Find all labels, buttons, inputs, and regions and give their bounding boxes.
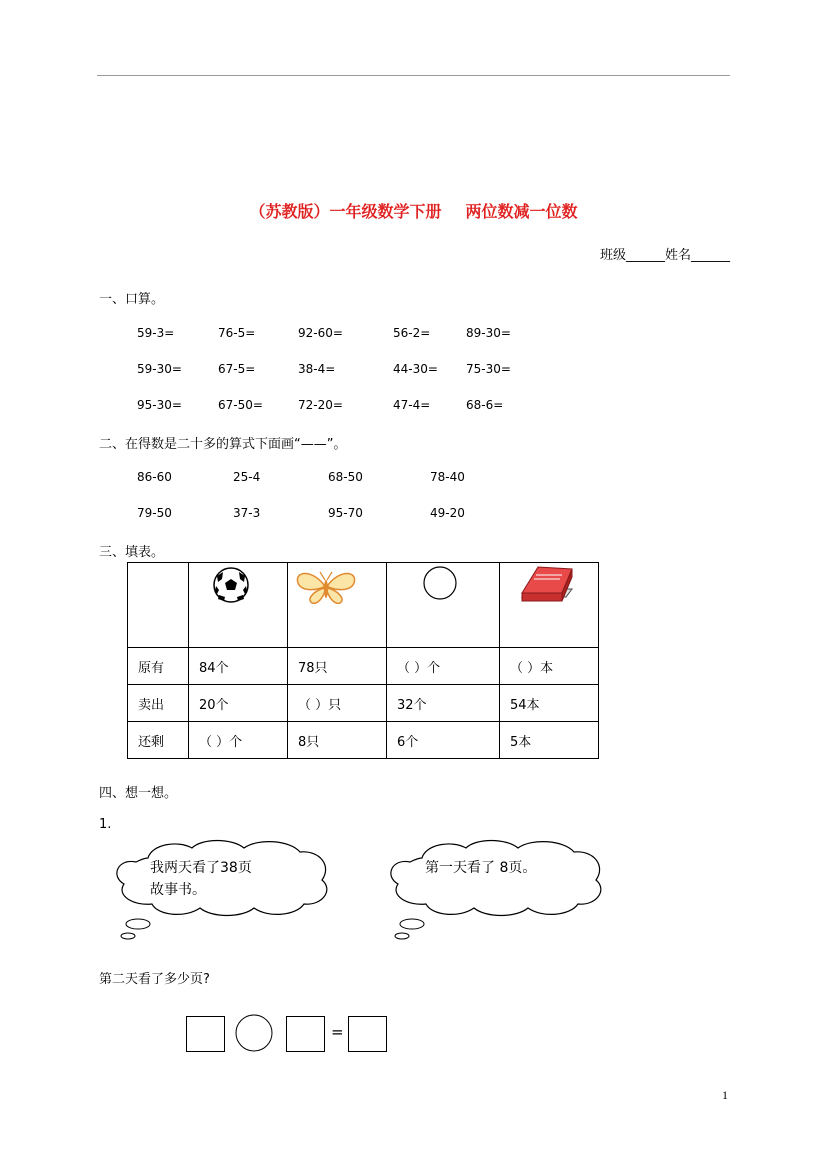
table-cell: 20个: [189, 685, 288, 722]
title-part-2: 两位数减一位数: [465, 202, 578, 221]
section-4-heading: 四、想一想。: [99, 786, 178, 801]
table-icon-cell: [500, 563, 599, 648]
table-icon-cell: [189, 563, 288, 648]
table-corner-cell: [128, 563, 189, 648]
table-icon-cell: [288, 563, 387, 648]
table-cell: 6个: [387, 722, 500, 759]
soccer-ball-icon: [189, 563, 287, 643]
oral-item: 59-30=: [137, 362, 182, 376]
oral-item: 59-3=: [137, 326, 175, 340]
fill-table: [127, 562, 599, 759]
bubble-1-line-1: 我两天看了38页: [150, 860, 252, 876]
table-cell: 54本: [500, 685, 599, 722]
oral-item: 47-4=: [393, 398, 431, 412]
answer-box-2[interactable]: [286, 1016, 325, 1052]
problem-question: 第二天看了多少页?: [99, 972, 210, 987]
page-number: 1: [722, 1088, 728, 1102]
table-icon-cell: [387, 563, 500, 648]
expression-item: 25-4: [233, 470, 261, 484]
table-cell: 5本: [500, 722, 599, 759]
expression-item: 37-3: [233, 506, 261, 520]
section-1-heading: 一、口算。: [99, 292, 165, 307]
table-row: [128, 685, 599, 722]
table-row: [128, 722, 599, 759]
oral-item: 76-5=: [218, 326, 256, 340]
expression-item: 86-60: [137, 470, 172, 484]
problem-number: 1.: [99, 817, 112, 832]
table-cell: 78只: [288, 648, 387, 685]
row-label: 原有: [128, 648, 189, 685]
header-rule: [97, 75, 730, 76]
expression-item: 78-40: [430, 470, 465, 484]
table-cell: 32个: [387, 685, 500, 722]
section-3-heading: 三、填表。: [99, 545, 165, 560]
oral-item: 67-50=: [218, 398, 263, 412]
oral-item: 56-2=: [393, 326, 431, 340]
oral-item: 92-60=: [298, 326, 343, 340]
oral-item: 44-30=: [393, 362, 438, 376]
row-label: 卖出: [128, 685, 189, 722]
book-icon: [500, 563, 598, 643]
table-cell: （ ）本: [500, 648, 599, 685]
table-row: [128, 648, 599, 685]
expression-item: 68-50: [328, 470, 363, 484]
thought-bubble-2: [382, 836, 612, 948]
operator-circle[interactable]: [235, 1014, 275, 1054]
oral-item: 67-5=: [218, 362, 256, 376]
oral-item: 95-30=: [137, 398, 182, 412]
answer-box-3[interactable]: [348, 1016, 387, 1052]
table-cell: （ ）只: [288, 685, 387, 722]
oral-item: 75-30=: [466, 362, 511, 376]
oral-item: 89-30=: [466, 326, 511, 340]
section-2-heading: 二、在得数是二十多的算式下面画“——”。: [99, 437, 347, 452]
thought-bubble-1: [108, 836, 338, 948]
bubble-1-line-2: 故事书。: [150, 882, 206, 898]
expression-item: 49-20: [430, 506, 465, 520]
oral-item: 68-6=: [466, 398, 504, 412]
table-cell: 8只: [288, 722, 387, 759]
row-label: 还剩: [128, 722, 189, 759]
oral-item: 72-20=: [298, 398, 343, 412]
table-cell: （ ）个: [387, 648, 500, 685]
oral-item: 38-4=: [298, 362, 336, 376]
circle-icon: [387, 563, 499, 643]
answer-box-1[interactable]: [186, 1016, 225, 1052]
bubble-2-text: 第一天看了 8页。: [425, 860, 537, 876]
expression-item: 95-70: [328, 506, 363, 520]
worksheet-title: [0, 199, 827, 222]
table-cell: 84个: [189, 648, 288, 685]
butterfly-icon: [288, 563, 386, 643]
table-header-row: [128, 563, 599, 648]
title-part-1: （苏教版）一年级数学下册: [249, 202, 442, 221]
equals-sign: =: [331, 1023, 344, 1041]
expression-item: 79-50: [137, 506, 172, 520]
class-name-line: 班级______姓名______: [599, 248, 730, 263]
table-cell: （ ）个: [189, 722, 288, 759]
